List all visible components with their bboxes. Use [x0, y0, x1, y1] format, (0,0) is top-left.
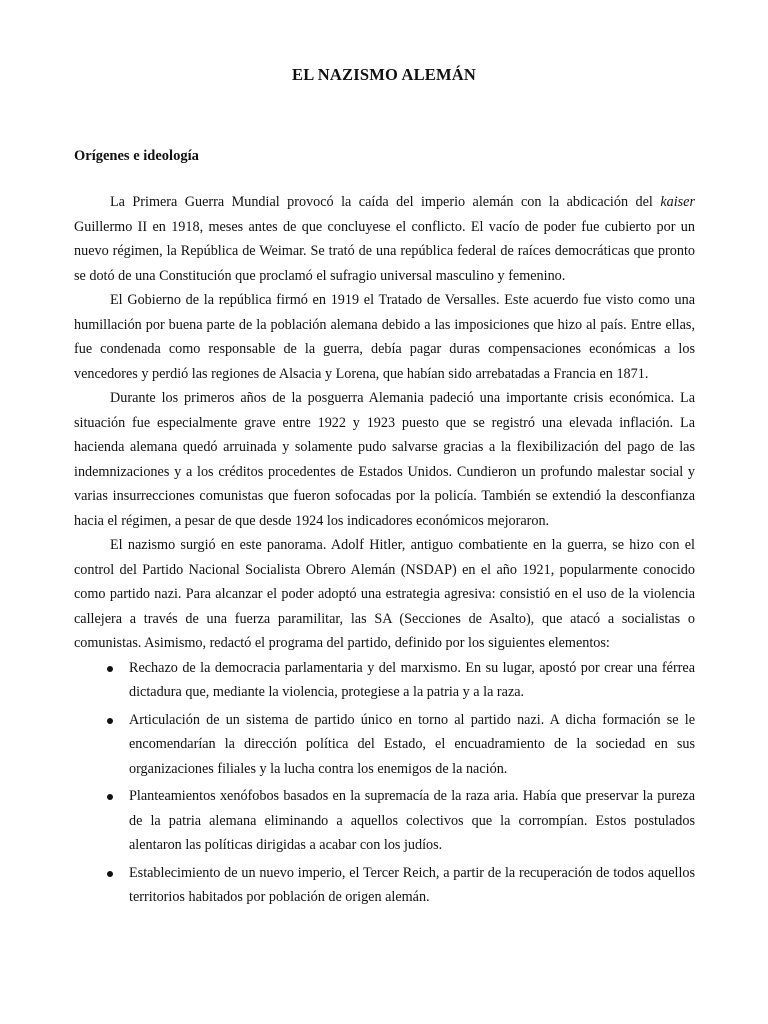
bullet-item-1 — [74, 656, 695, 705]
bullet-item-2 — [74, 708, 695, 782]
program-bullet-list — [74, 656, 695, 910]
bullet-item-3 — [74, 784, 695, 858]
bullet-dot-icon — [107, 718, 113, 724]
document-body — [74, 190, 695, 910]
paragraph-1-text-end: Guillermo II en 1918, meses antes de que concluyese el conflicto. El vacío de poder fue cubierto por un nuevo régimen, la República de Weimar. Se trató de una república federal de raíces democráticas que pronto se dotó de una Constitución que proclamó el sufragio universal masculino y femenino. — [74, 218, 695, 284]
section-heading: Orígenes e ideología — [74, 148, 199, 164]
bullet-item-4 — [74, 861, 695, 910]
bullet-item-1-text: Rechazo de la democracia parlamentaria y del marxismo. En su lugar, apostó por crear una férrea dictadura que, mediante la violencia, protegiese a la patria y a la raza. — [129, 659, 695, 700]
paragraph-1 — [74, 190, 695, 288]
paragraph-1-italic-term: kaiser — [660, 194, 695, 210]
paragraph-3: Durante los primeros años de la posguerra Alemania padeció una importante crisis económica. La situación fue especialmente grave entre 1922 y 1923 puesto que se registró una elevada inflación. La hacienda alemana quedó arruinada y solamente pudo salvarse gracias a la flexibilización del pago de las indemnizaciones y a los créditos procedentes de Estados Unidos. Cundieron un profundo malestar social y varias insurrecciones comunistas que fueron sofocadas por la policía. También se extendió la desconfianza hacia el régimen, a pesar de que desde 1924 los indicadores económicos mejoraron. — [74, 390, 695, 529]
bullet-item-2-text: Articulación de un sistema de partido único en torno al partido nazi. A dicha formación se le encomendarían la dirección política del Estado, el encuadramiento de la sociedad en sus organizaciones filiales y la lucha contra los enemigos de la nación. — [129, 711, 695, 777]
bullet-dot-icon — [107, 871, 113, 877]
bullet-dot-icon — [107, 794, 113, 800]
paragraph-1-text-start: La Primera Guerra Mundial provocó la caída del imperio alemán con la abdicación del — [110, 194, 661, 210]
document-title: EL NAZISMO ALEMÁN — [291, 65, 476, 84]
paragraph-2: El Gobierno de la república firmó en 1919 el Tratado de Versalles. Este acuerdo fue visto como una humillación por buena parte de la población alemana debido a las imposiciones que hizo al país. Entre ellas, fue condenada como responsable de la guerra, debía pagar duras compensaciones económicas a los vencedores y perdió las regiones de Alsacia y Lorena, que habían sido arrebatadas a Francia en 1871. — [74, 292, 695, 382]
bullet-item-3-text: Planteamientos xenófobos basados en la supremacía de la raza aria. Había que preservar la pureza de la patria alemana eliminando a aquellos colectivos que la corrompían. Estos postulados alentaron las políticas dirigidas a acabar con los judíos. — [129, 788, 695, 853]
bullet-item-4-text: Establecimiento de un nuevo imperio, el Tercer Reich, a partir de la recuperación de todos aquellos territorios habitados por población de origen alemán. — [129, 864, 695, 905]
bullet-dot-icon — [107, 666, 113, 672]
paragraph-4: El nazismo surgió en este panorama. Adolf Hitler, antiguo combatiente en la guerra, se hizo con el control del Partido Nacional Socialista Obrero Alemán (NSDAP) en el año 1921, popularmente conocido como partido nazi. Para alcanzar el poder adoptó una estrategia agresiva: consistió en el uso de la violencia callejera a través de una fuerza paramilitar, las SA (Secciones de Asalto), que atacó a socialistas o comunistas. Asimismo, redactó el programa del partido, definido por los siguientes elementos: — [74, 537, 695, 651]
